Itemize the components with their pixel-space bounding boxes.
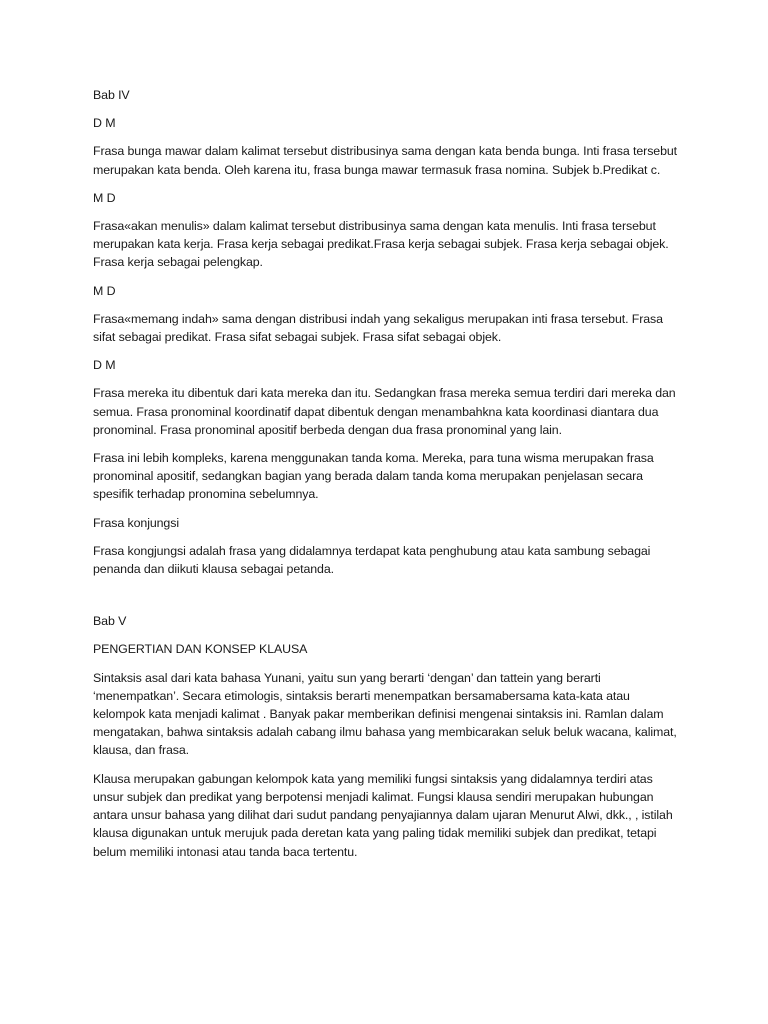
section-label: D M	[93, 358, 116, 373]
chapter-title-bab-v: Bab V	[93, 614, 127, 629]
paragraph: Frasa bunga mawar dalam kalimat tersebut distribusinya sama dengan kata benda bunga. Inti frasa tersebut merupakan kata benda. Oleh karena itu, frasa bunga mawar termasuk frasa nomina. Subjek b.Predikat c.	[93, 144, 678, 177]
paragraph: Frasa ini lebih kompleks, karena menggunakan tanda koma. Mereka, para tuna wisma merupakan frasa pronominal apositif, sedangkan bagian yang berada dalam tanda koma merupakan penjelasan secara spesifik terhadap pronomina sebelumnya.	[93, 451, 654, 502]
chapter-title-bab-iv: Bab IV	[93, 88, 130, 102]
document-page	[93, 86, 683, 871]
paragraph: Klausa merupakan gabungan kelompok kata yang memiliki fungsi sintaksis yang didalamnya terdiri atas unsur subjek dan predikat yang berpotensi menjadi kalimat. Fungsi klausa sendiri merupakan hubungan antara unsur bahasa yang dilihat dari sudut pandang penyajiannya dalam ujaran Menurut Alwi, dkk., , istilah klausa digunakan untuk merujuk pada deretan kata yang paling tidak memiliki subjek dan predikat, tetapi belum memiliki intonasi atau tanda baca tertentu.	[93, 771, 673, 859]
paragraph: Frasa«memang indah» sama dengan distribusi indah yang sekaligus merupakan inti frasa tersebut. Frasa sifat sebagai predikat. Frasa sifat sebagai subjek. Frasa sifat sebagai objek.	[93, 311, 663, 345]
section-gap	[93, 588, 683, 612]
paragraph: Sintaksis asal dari kata bahasa Yunani, yaitu sun yang berarti ‘dengan’ dan tattein yang berarti ‘menempatkan’. Secara etimologis, sintaksis berarti menempatkan bersamabersama kata-kata atau kelompok kata menjadi kalimat . Banyak pakar memberikan definisi mengenai sintaksis ini. Ramlan dalam mengatakan, bahwa sintaksis adalah cabang ilmu bahasa yang membicarakan seluk beluk wacana, kalimat, klausa, dan frasa.	[93, 670, 677, 758]
section-label: M D	[93, 190, 116, 205]
section-label: M D	[93, 283, 116, 298]
section-heading: PENGERTIAN DAN KONSEP KLAUSA	[93, 642, 308, 657]
paragraph: Frasa mereka itu dibentuk dari kata mereka dan itu. Sedangkan frasa mereka semua terdiri dari mereka dan semua. Frasa pronominal koordinatif dapat dibentuk dengan menambahkna kata koordinasi diantara dua pronominal. Frasa pronominal apositif berbeda dengan dua frasa pronominal yang lain.	[93, 386, 676, 437]
paragraph: Frasa kongjungsi adalah frasa yang didalamnya terdapat kata penghubung atau kata sambung sebagai penanda dan diikuti klausa sebagai petanda.	[93, 543, 651, 577]
section-label: D M	[93, 116, 116, 131]
section-label: Frasa konjungsi	[93, 515, 179, 530]
paragraph: Frasa«akan menulis» dalam kalimat tersebut distribusinya sama dengan kata menulis. Inti frasa tersebut merupakan kata kerja. Frasa kerja sebagai predikat.Frasa kerja sebagai subjek. Frasa kerja sebagai objek. Frasa kerja sebagai pelengkap.	[93, 219, 669, 270]
